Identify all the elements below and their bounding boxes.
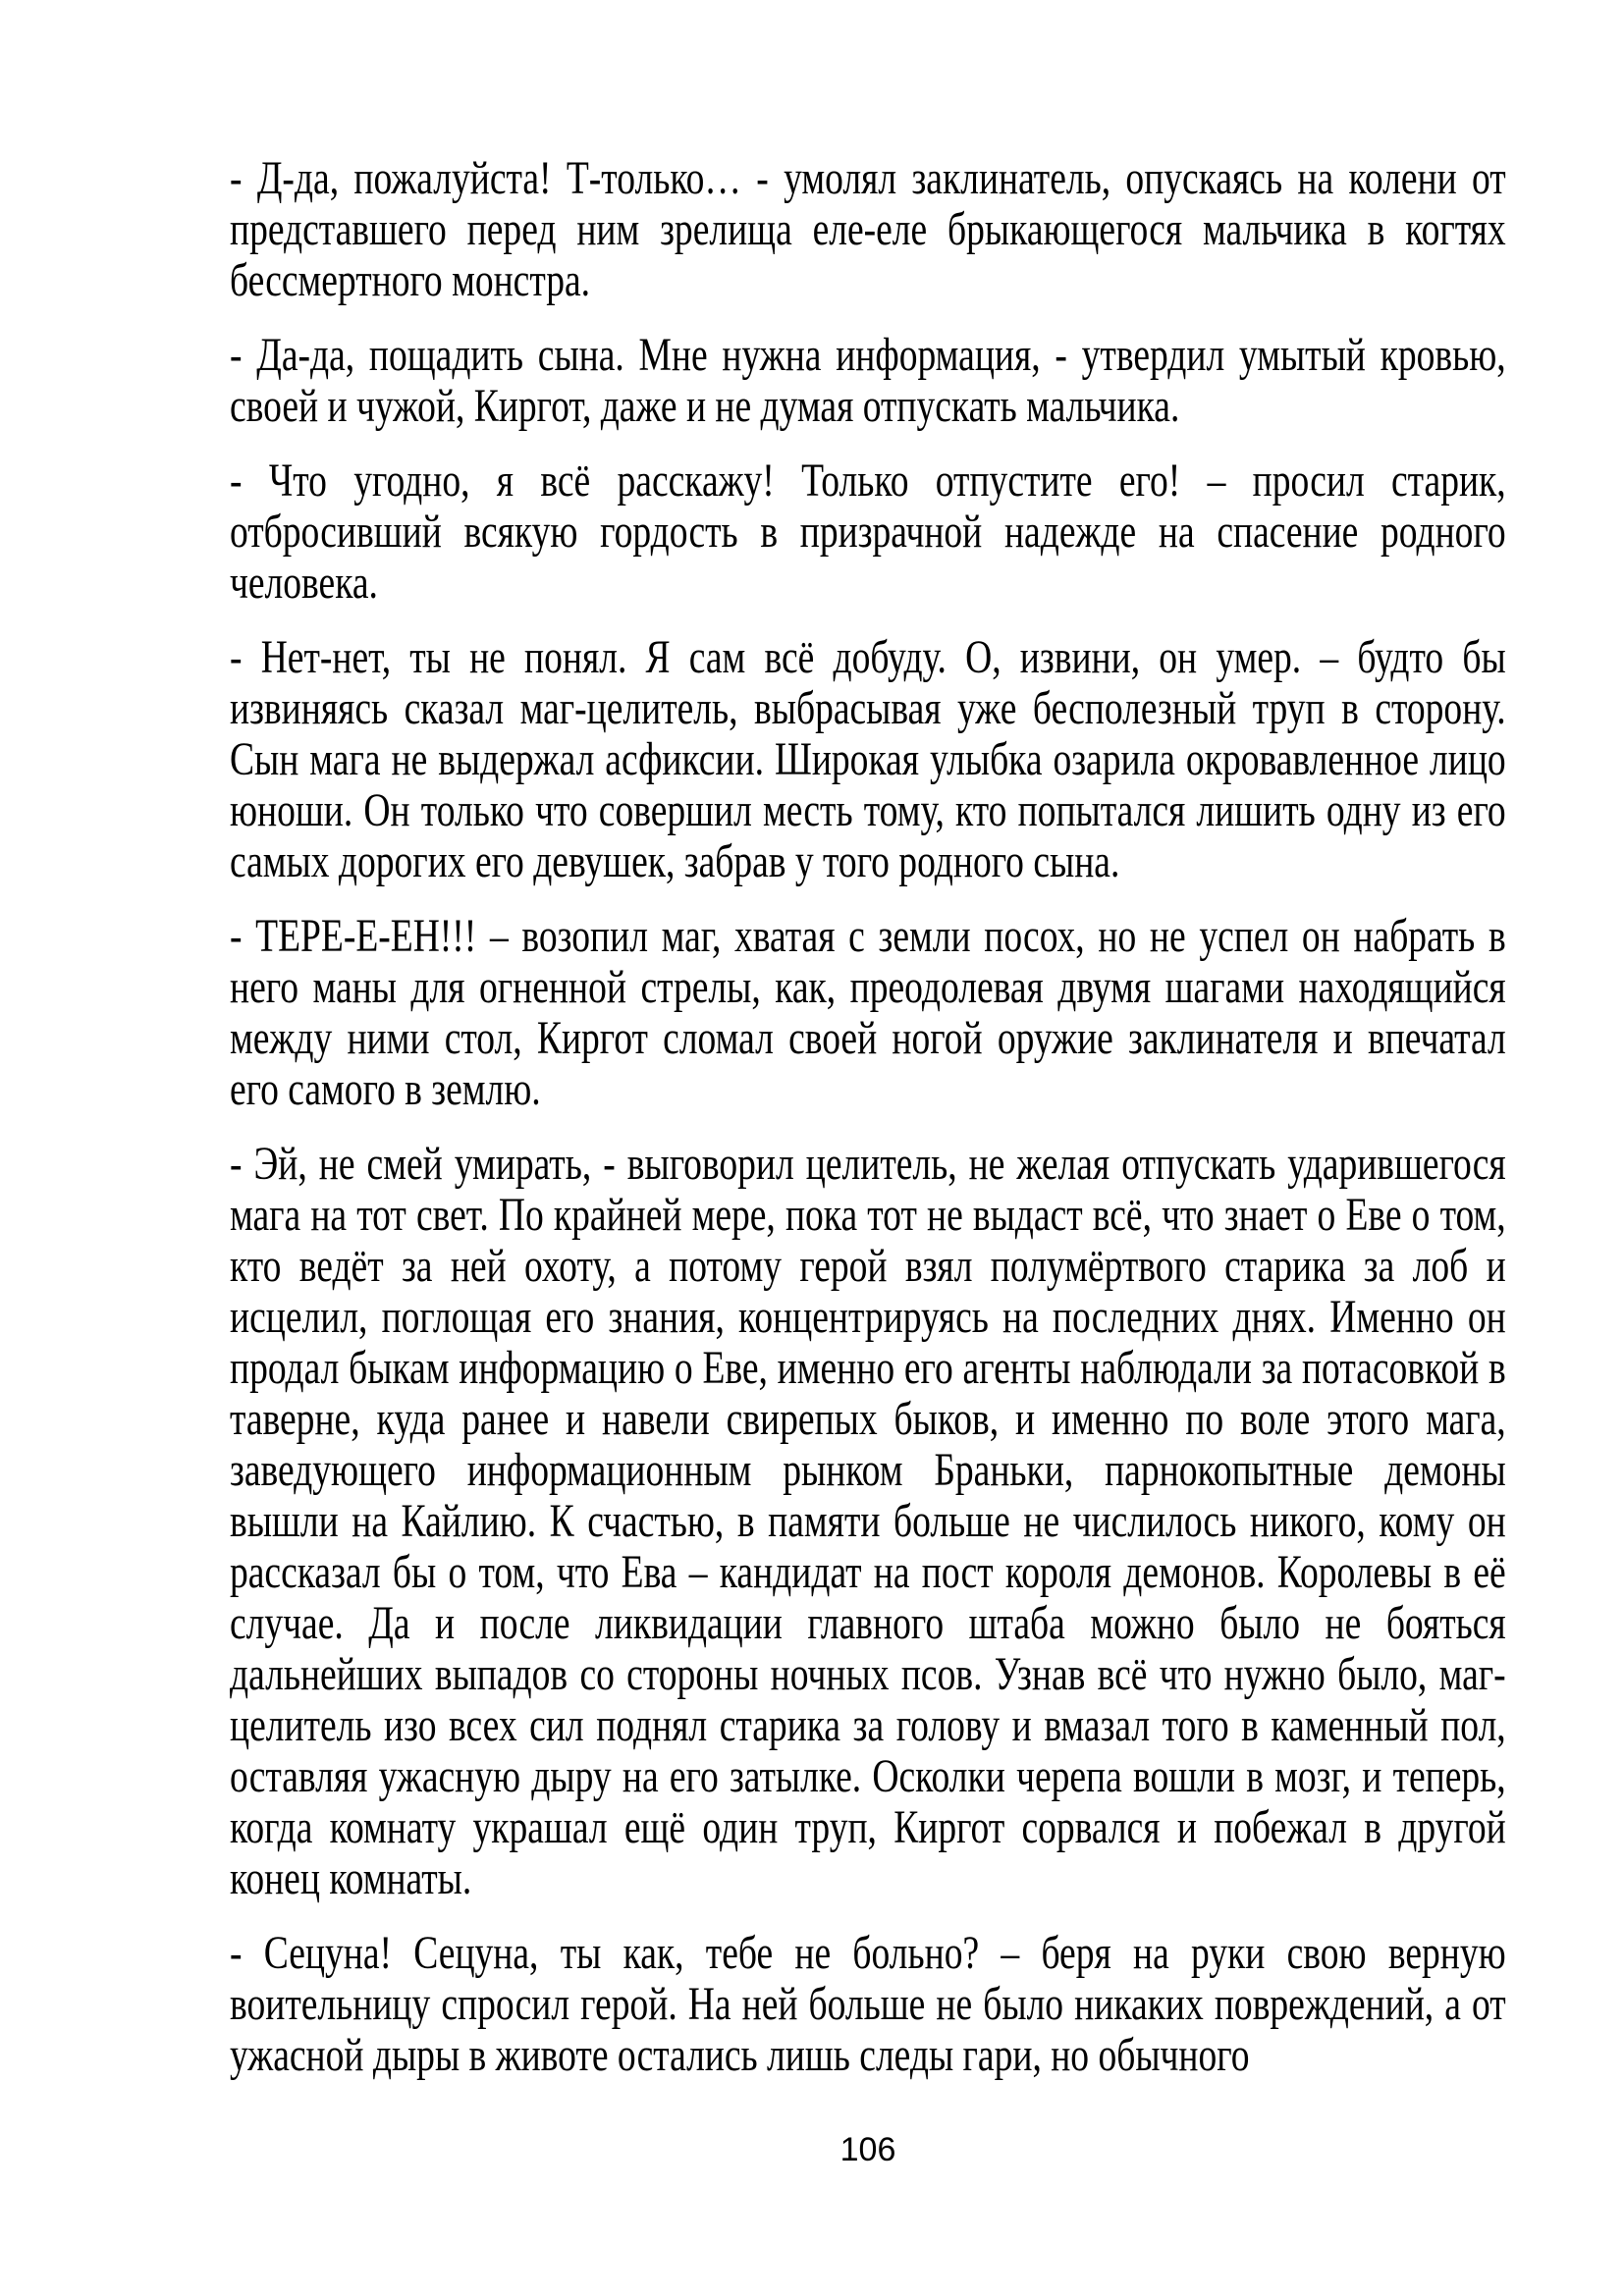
paragraph: - Что угодно, я всё расскажу! Только отпустите его! – просил старик, отбросивший всякую гордость в призрачной надежде на спасение родного человека. [230, 454, 1506, 609]
paragraph: - Да-да, пощадить сына. Мне нужна информация, - утвердил умытый кровью, своей и чужой, Киргот, даже и не думая отпускать мальчика. [230, 329, 1506, 432]
paragraph: - Сецуна! Сецуна, ты как, тебе не больно? – беря на руки свою верную воительницу спросил герой. На ней больше не было никаких повреждений, а от ужасной дыры в животе остались лишь следы гари, но обычного [230, 1927, 1506, 2081]
paragraph: - ТЕРЕ-Е-ЕН!!! – возопил маг, хватая с земли посох, но не успел он набрать в него маны для огненной стрелы, как, преодолевая двумя шагами находящийся между ними стол, Киргот сломал своей ногой оружие заклинателя и впечатал его самого в землю. [230, 910, 1506, 1115]
paragraph: - Нет-нет, ты не понял. Я сам всё добуду. О, извини, он умер. – будто бы извиняясь сказал маг-целитель, выбрасывая уже бесполезный труп в сторону. Сын мага не выдержал асфиксии. Широкая улыбка озарила окровавленное лицо юноши. Он только что совершил месть тому, кто попытался лишить одну из его самых дорогих его девушек, забрав у того родного сына. [230, 631, 1506, 887]
text-body [230, 153, 1506, 2081]
page-number: 106 [839, 2131, 896, 2168]
paragraph: - Д-да, пожалуйста! Т-только… - умолял заклинатель, опускаясь на колени от представшего перед ним зрелища еле-еле брыкающегося мальчика в когтях бессмертного монстра. [230, 152, 1506, 306]
paragraph: - Эй, не смей умирать, - выговорил целитель, не желая отпускать ударившегося мага на тот свет. По крайней мере, пока тот не выдаст всё, что знает о Еве о том, кто ведёт за ней охоту, а потому герой взял полумёртвого старика за лоб и исцелил, поглощая его знания, концентрируясь на последних днях. Именно он продал быкам информацию о Еве, именно его агенты наблюдали за потасовкой в таверне, куда ранее и навели свирепых быков, и именно по воле этого мага, заведующего информационным рынком Браньки, парнокопытные демоны вышли на Кайлию. К счастью, в памяти больше не числилось никого, кому он рассказал бы о том, что Ева – кандидат на пост короля демонов. Королевы в её случае. Да и после ликвидации главного штаба можно было не бояться дальнейших выпадов со стороны ночных псов. Узнав всё что нужно было, маг-целитель изо всех сил поднял старика за голову и вмазал того в каменный пол, оставляя ужасную дыру на его затылке. Осколки черепа вошли в мозг, и теперь, когда комнату украшал ещё один труп, Киргот сорвался и побежал в другой конец комнаты. [230, 1138, 1506, 1904]
